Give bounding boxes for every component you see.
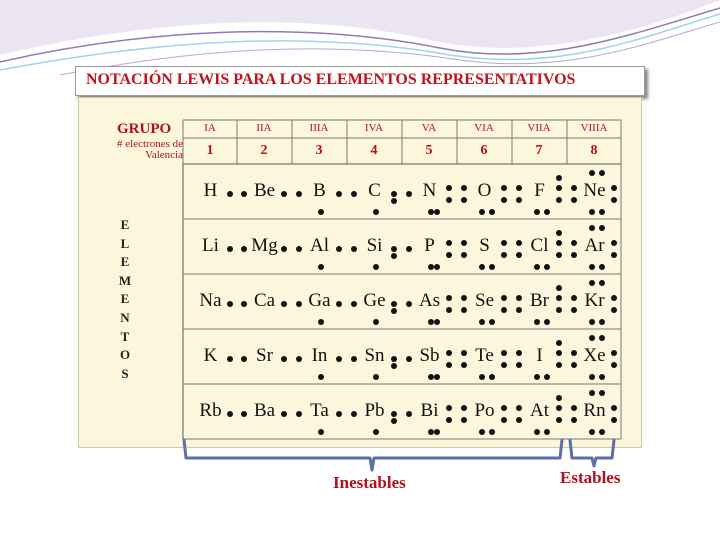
valence-electron-dot bbox=[611, 362, 617, 368]
valence-electron-dot bbox=[556, 395, 562, 401]
valence-electron-dot bbox=[556, 405, 562, 411]
element-cell bbox=[292, 219, 347, 274]
element-cell bbox=[457, 329, 512, 384]
valence-electron-dot bbox=[391, 418, 397, 424]
valence-electron-dot bbox=[336, 301, 342, 307]
valence-electron-dot bbox=[501, 240, 507, 246]
valence-electron-dot bbox=[556, 340, 562, 346]
element-symbol: Sn bbox=[364, 345, 385, 366]
element-symbol: Li bbox=[202, 235, 219, 256]
valence-electron-dot bbox=[241, 246, 247, 252]
valence-electron-dot bbox=[501, 295, 507, 301]
valence-electron-dot bbox=[479, 209, 485, 215]
valence-electron-dot bbox=[318, 264, 324, 270]
elements-vertical-label bbox=[115, 216, 135, 383]
element-symbol: Ba bbox=[253, 400, 276, 421]
valence-electron-dot bbox=[534, 209, 540, 215]
element-symbol: Be bbox=[253, 180, 276, 201]
valence-number: 2 bbox=[260, 143, 268, 158]
valence-electron-dot bbox=[406, 191, 412, 197]
element-symbol: F bbox=[534, 180, 545, 201]
element-cell bbox=[512, 329, 567, 384]
valence-electron-dot bbox=[599, 209, 605, 215]
valence-electron-dot bbox=[446, 417, 452, 423]
valence-electron-dot bbox=[501, 185, 507, 191]
element-symbol: Pb bbox=[364, 400, 385, 421]
valence-electron-dot bbox=[516, 295, 522, 301]
valence-electron-dot bbox=[611, 417, 617, 423]
valence-electron-dot bbox=[556, 295, 562, 301]
element-symbol: Po bbox=[474, 400, 495, 421]
group-label: IA bbox=[204, 122, 216, 134]
element-symbol: P bbox=[424, 235, 435, 256]
valence-electron-dot bbox=[589, 319, 595, 325]
valence-electron-dot bbox=[556, 197, 562, 203]
element-symbol: Ca bbox=[253, 290, 276, 311]
element-symbol: H bbox=[203, 180, 218, 201]
valence-electron-dot bbox=[461, 185, 467, 191]
valence-number: 3 bbox=[315, 143, 323, 158]
lewis-table bbox=[78, 97, 642, 448]
element-cell bbox=[402, 274, 457, 329]
element-cell bbox=[347, 164, 402, 219]
valence-electron-dot bbox=[534, 374, 540, 380]
valence-electron-dot bbox=[599, 374, 605, 380]
vertical-letter: E bbox=[120, 217, 130, 232]
element-symbol: Kr bbox=[584, 290, 605, 311]
valence-electron-dot bbox=[227, 191, 233, 197]
valence-electron-dot bbox=[336, 191, 342, 197]
valence-electron-dot bbox=[599, 319, 605, 325]
element-symbol: At bbox=[530, 400, 549, 421]
group-label: VA bbox=[421, 122, 437, 134]
valence-electron-dot bbox=[296, 356, 302, 362]
valence-electron-dot bbox=[434, 264, 440, 270]
valence-electron-dot bbox=[446, 362, 452, 368]
valence-electron-dot bbox=[571, 197, 577, 203]
valence-electron-dot bbox=[489, 374, 495, 380]
valence-electron-dot bbox=[571, 417, 577, 423]
valence-electron-dot bbox=[446, 185, 452, 191]
element-symbol: Al bbox=[310, 235, 329, 256]
valence-electron-dot bbox=[461, 362, 467, 368]
element-symbol: Bi bbox=[420, 400, 439, 421]
valence-electron-dot bbox=[406, 246, 412, 252]
valence-electron-dot bbox=[351, 411, 357, 417]
element-symbol: Ge bbox=[363, 290, 386, 311]
element-symbol: Na bbox=[199, 290, 222, 311]
group-label: VIA bbox=[474, 122, 494, 134]
element-cell bbox=[292, 274, 347, 329]
valence-electron-dot bbox=[516, 417, 522, 423]
valence-electron-dot bbox=[556, 285, 562, 291]
group-label: IVA bbox=[364, 122, 384, 134]
valence-electron-dot bbox=[281, 246, 287, 252]
vertical-letter: O bbox=[119, 347, 131, 363]
valence-electron-dot bbox=[241, 301, 247, 307]
valence-electron-dot bbox=[611, 252, 617, 258]
valence-electron-dot bbox=[351, 301, 357, 307]
valence-electron-dot bbox=[589, 225, 595, 231]
valence-electron-dot bbox=[318, 209, 324, 215]
element-symbol: Ta bbox=[310, 400, 329, 421]
valence-electron-dot bbox=[556, 350, 562, 356]
valence-electron-dot bbox=[571, 185, 577, 191]
valence-electron-dot bbox=[489, 264, 495, 270]
element-symbol: B bbox=[313, 180, 326, 201]
element-symbol: Ar bbox=[584, 235, 605, 256]
valence-electron-dot bbox=[391, 308, 397, 314]
valence-electron-dot bbox=[516, 185, 522, 191]
element-cell bbox=[347, 274, 402, 329]
vertical-letter: E bbox=[120, 254, 130, 270]
element-symbol: Se bbox=[475, 290, 494, 311]
valence-electron-dot bbox=[479, 264, 485, 270]
valence-electron-dot bbox=[351, 246, 357, 252]
element-cell bbox=[237, 219, 292, 274]
valence-electron-dot bbox=[611, 350, 617, 356]
element-symbol: Te bbox=[475, 345, 494, 366]
valence-electron-dot bbox=[373, 209, 379, 215]
element-symbol: C bbox=[368, 180, 381, 201]
valence-electron-dot bbox=[336, 246, 342, 252]
unstable-label: Inestables bbox=[333, 473, 406, 492]
valence-electron-dot bbox=[556, 175, 562, 181]
valence-electron-dot bbox=[489, 209, 495, 215]
element-cell bbox=[512, 219, 567, 274]
element-cell bbox=[567, 164, 622, 219]
element-cell bbox=[567, 329, 622, 384]
valence-electron-dot bbox=[589, 209, 595, 215]
valence-electron-dot bbox=[556, 185, 562, 191]
valence-electron-dot bbox=[227, 301, 233, 307]
element-cell bbox=[512, 164, 567, 219]
valence-electron-dot bbox=[446, 240, 452, 246]
valence-electron-dot bbox=[336, 411, 342, 417]
element-cell bbox=[292, 164, 347, 219]
valence-electron-dot bbox=[501, 197, 507, 203]
valence-electron-dot bbox=[556, 230, 562, 236]
element-symbol: O bbox=[477, 180, 492, 201]
element-cell bbox=[347, 329, 402, 384]
element-cell bbox=[237, 329, 292, 384]
valence-electron-dot bbox=[406, 356, 412, 362]
valence-electron-dot bbox=[501, 417, 507, 423]
valence-electron-dot bbox=[571, 295, 577, 301]
valence-electron-dot bbox=[227, 356, 233, 362]
valence-electron-dot bbox=[461, 350, 467, 356]
valence-electron-dot bbox=[501, 350, 507, 356]
valence-electron-dot bbox=[373, 374, 379, 380]
valence-electron-dot bbox=[501, 405, 507, 411]
vertical-letter: T bbox=[120, 328, 130, 344]
valence-electron-dot bbox=[516, 307, 522, 313]
valence-electron-dot bbox=[461, 405, 467, 411]
valence-electron-dot bbox=[589, 335, 595, 341]
valence-electron-dot bbox=[281, 191, 287, 197]
valence-electron-dot bbox=[281, 411, 287, 417]
vertical-letter: E bbox=[120, 291, 130, 307]
valence-electron-dot bbox=[501, 307, 507, 313]
group-header: GRUPO bbox=[117, 121, 172, 137]
element-cell bbox=[183, 164, 238, 219]
vertical-letter: S bbox=[121, 365, 129, 381]
valence-electron-dot bbox=[227, 246, 233, 252]
valence-electron-dot bbox=[296, 246, 302, 252]
valence-electron-dot bbox=[461, 295, 467, 301]
valence-electron-dot bbox=[318, 374, 324, 380]
valence-electron-dot bbox=[318, 319, 324, 325]
valence-electron-dot bbox=[571, 362, 577, 368]
element-symbol: Xe bbox=[583, 345, 606, 366]
valence-number: 5 bbox=[425, 143, 433, 158]
element-symbol: Rn bbox=[583, 400, 606, 421]
element-symbol: In bbox=[311, 345, 328, 366]
slide-title: NOTACIÓN LEWIS PARA LOS ELEMENTOS REPRESENTATIVOS bbox=[86, 71, 576, 88]
valence-electron-dot bbox=[556, 240, 562, 246]
valence-electron-dot bbox=[556, 252, 562, 258]
valence-electron-dot bbox=[516, 362, 522, 368]
element-cell bbox=[402, 219, 457, 274]
element-symbol: Ne bbox=[583, 180, 606, 201]
valence-electron-dot bbox=[406, 301, 412, 307]
title-box bbox=[75, 66, 645, 96]
valence-electron-dot bbox=[599, 280, 605, 286]
valence-electron-dot bbox=[391, 356, 397, 362]
valence-electron-dot bbox=[241, 411, 247, 417]
valence-electron-dot bbox=[571, 252, 577, 258]
group-label: VIIA bbox=[527, 122, 551, 134]
valence-number: 1 bbox=[206, 143, 214, 158]
valence-electron-dot bbox=[599, 264, 605, 270]
valence-electron-dot bbox=[391, 191, 397, 197]
valence-electron-dot bbox=[296, 301, 302, 307]
valence-electron-dot bbox=[599, 225, 605, 231]
valence-electron-dot bbox=[479, 319, 485, 325]
valence-label-line2: Valencia bbox=[145, 149, 183, 161]
valence-electron-dot bbox=[589, 170, 595, 176]
element-cell bbox=[292, 329, 347, 384]
valence-electron-dot bbox=[227, 411, 233, 417]
vertical-letter: M bbox=[118, 272, 132, 288]
valence-electron-dot bbox=[479, 374, 485, 380]
valence-electron-dot bbox=[446, 295, 452, 301]
valence-electron-dot bbox=[446, 350, 452, 356]
valence-electron-dot bbox=[544, 264, 550, 270]
valence-electron-dot bbox=[336, 356, 342, 362]
vertical-letter: N bbox=[120, 309, 130, 325]
valence-electron-dot bbox=[611, 295, 617, 301]
group-label: IIIA bbox=[309, 122, 329, 134]
valence-electron-dot bbox=[516, 405, 522, 411]
valence-electron-dot bbox=[589, 280, 595, 286]
valence-electron-dot bbox=[516, 197, 522, 203]
element-cell bbox=[457, 219, 512, 274]
valence-electron-dot bbox=[461, 252, 467, 258]
element-symbol: Si bbox=[366, 235, 383, 256]
valence-electron-dot bbox=[446, 405, 452, 411]
element-cell bbox=[237, 164, 292, 219]
valence-electron-dot bbox=[534, 319, 540, 325]
element-symbol: Sb bbox=[419, 345, 440, 366]
valence-electron-dot bbox=[446, 197, 452, 203]
valence-electron-dot bbox=[501, 252, 507, 258]
valence-electron-dot bbox=[571, 240, 577, 246]
group-label: IIA bbox=[256, 122, 272, 134]
valence-electron-dot bbox=[611, 405, 617, 411]
valence-electron-dot bbox=[373, 264, 379, 270]
element-cell bbox=[512, 274, 567, 329]
element-cell bbox=[567, 274, 622, 329]
element-symbol: N bbox=[422, 180, 437, 201]
valence-number: 6 bbox=[480, 143, 488, 158]
vertical-letter: L bbox=[120, 235, 130, 251]
valence-electron-dot bbox=[461, 307, 467, 313]
valence-electron-dot bbox=[406, 411, 412, 417]
valence-electron-dot bbox=[461, 417, 467, 423]
valence-number: 4 bbox=[370, 143, 378, 158]
valence-electron-dot bbox=[556, 307, 562, 313]
stable-label: Estables bbox=[560, 468, 621, 487]
group-label: VIIIA bbox=[580, 122, 608, 134]
valence-electron-dot bbox=[611, 307, 617, 313]
element-cell bbox=[457, 164, 512, 219]
element-symbol: K bbox=[203, 345, 218, 366]
valence-electron-dot bbox=[571, 405, 577, 411]
valence-electron-dot bbox=[391, 198, 397, 204]
valence-electron-dot bbox=[556, 417, 562, 423]
valence-electron-dot bbox=[501, 362, 507, 368]
valence-electron-dot bbox=[373, 319, 379, 325]
element-cell bbox=[402, 329, 457, 384]
valence-electron-dot bbox=[296, 191, 302, 197]
element-cell bbox=[402, 164, 457, 219]
valence-number: 8 bbox=[590, 143, 598, 158]
valence-electron-dot bbox=[351, 191, 357, 197]
valence-electron-dot bbox=[446, 307, 452, 313]
valence-electron-dot bbox=[571, 350, 577, 356]
element-cell bbox=[183, 219, 238, 274]
valence-electron-dot bbox=[611, 240, 617, 246]
valence-electron-dot bbox=[544, 209, 550, 215]
valence-electron-dot bbox=[461, 197, 467, 203]
valence-electron-dot bbox=[556, 362, 562, 368]
valence-electron-dot bbox=[296, 411, 302, 417]
valence-electron-dot bbox=[589, 390, 595, 396]
valence-electron-dot bbox=[516, 240, 522, 246]
valence-electron-dot bbox=[241, 356, 247, 362]
element-symbol: Cl bbox=[530, 235, 549, 256]
element-symbol: S bbox=[479, 235, 490, 256]
valence-electron-dot bbox=[489, 319, 495, 325]
element-cell bbox=[183, 274, 238, 329]
valence-electron-dot bbox=[544, 374, 550, 380]
valence-electron-dot bbox=[589, 264, 595, 270]
valence-electron-dot bbox=[391, 301, 397, 307]
element-symbol: Br bbox=[530, 290, 549, 311]
element-cell bbox=[457, 274, 512, 329]
element-symbol: As bbox=[418, 290, 441, 311]
valence-electron-dot bbox=[516, 252, 522, 258]
valence-electron-dot bbox=[446, 252, 452, 258]
element-symbol: I bbox=[536, 345, 543, 366]
valence-electron-dot bbox=[534, 264, 540, 270]
valence-electron-dot bbox=[571, 307, 577, 313]
valence-electron-dot bbox=[434, 319, 440, 325]
element-symbol: Mg bbox=[251, 235, 278, 256]
valence-electron-dot bbox=[461, 240, 467, 246]
element-cell bbox=[237, 274, 292, 329]
valence-electron-dot bbox=[544, 319, 550, 325]
valence-electron-dot bbox=[391, 253, 397, 259]
valence-electron-dot bbox=[611, 185, 617, 191]
element-symbol: Rb bbox=[199, 400, 222, 421]
valence-electron-dot bbox=[391, 363, 397, 369]
valence-label bbox=[93, 139, 183, 161]
valence-electron-dot bbox=[599, 170, 605, 176]
valence-electron-dot bbox=[281, 356, 287, 362]
valence-electron-dot bbox=[434, 209, 440, 215]
valence-electron-dot bbox=[281, 301, 287, 307]
valence-electron-dot bbox=[599, 335, 605, 341]
valence-electron-dot bbox=[589, 374, 595, 380]
valence-electron-dot bbox=[351, 356, 357, 362]
element-symbol: Sr bbox=[256, 345, 273, 366]
valence-electron-dot bbox=[434, 374, 440, 380]
valence-electron-dot bbox=[516, 350, 522, 356]
element-cell bbox=[347, 219, 402, 274]
valence-electron-dot bbox=[599, 390, 605, 396]
valence-label-line1: # electrones de bbox=[117, 138, 183, 150]
valence-electron-dot bbox=[611, 197, 617, 203]
valence-electron-dot bbox=[241, 191, 247, 197]
valence-number: 7 bbox=[535, 143, 543, 158]
valence-electron-dot bbox=[391, 246, 397, 252]
element-cell bbox=[567, 219, 622, 274]
element-cell bbox=[183, 329, 238, 384]
element-symbol: Ga bbox=[308, 290, 331, 311]
valence-electron-dot bbox=[391, 411, 397, 417]
